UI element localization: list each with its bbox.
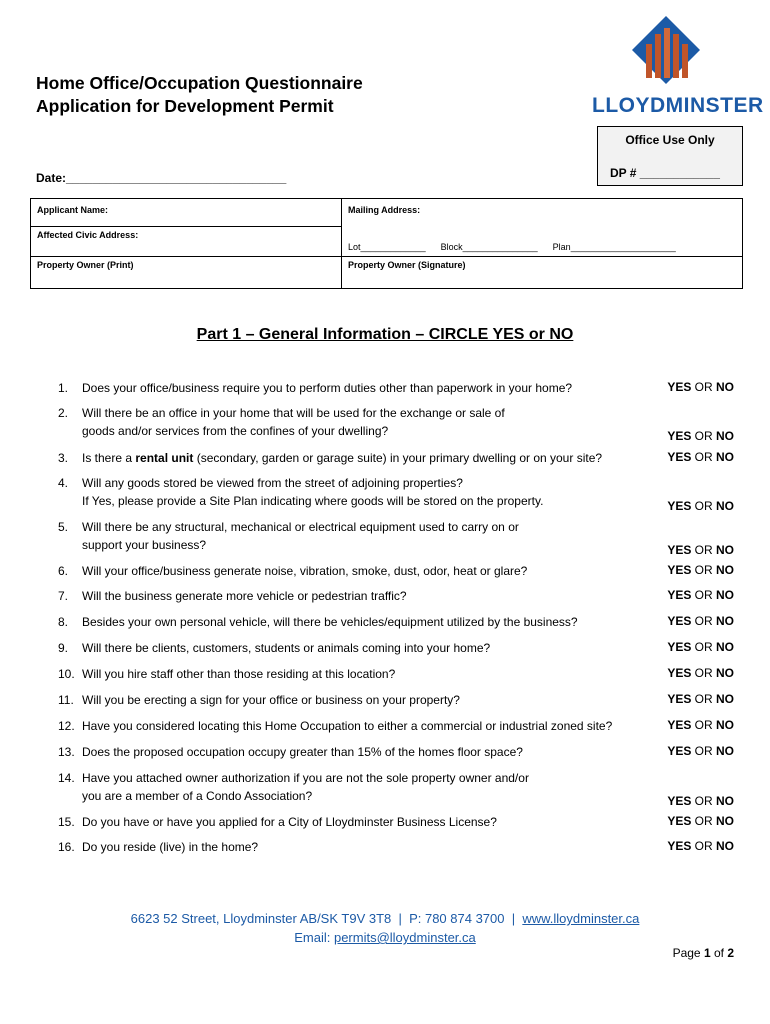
or-text: OR	[691, 718, 716, 732]
yes-option[interactable]: YES	[667, 380, 692, 394]
lloydminster-logo	[588, 14, 764, 124]
question-number: 6.	[58, 564, 69, 578]
yes-no-answer[interactable]	[667, 614, 734, 628]
or-text: OR	[691, 692, 716, 706]
no-option[interactable]: NO	[716, 692, 734, 706]
question-item	[58, 769, 658, 805]
no-option[interactable]: NO	[716, 588, 734, 602]
no-option[interactable]: NO	[716, 640, 734, 654]
or-text: OR	[691, 499, 716, 513]
question-number: 7.	[58, 589, 69, 603]
applicant-info-grid	[30, 198, 743, 289]
question-text: Will your office/business generate noise, vibration, smoke, dust, odor, heat or glare?	[82, 564, 528, 578]
no-option[interactable]: NO	[716, 718, 734, 732]
question-text: Will there be an office in your home that will be used for the exchange or sale of	[82, 406, 505, 420]
yes-option[interactable]: YES	[667, 563, 692, 577]
no-option[interactable]: NO	[716, 450, 734, 464]
question-number: 3.	[58, 451, 69, 465]
or-text: OR	[691, 380, 716, 394]
yes-no-answer[interactable]	[667, 666, 734, 680]
yes-option[interactable]: YES	[667, 588, 692, 602]
yes-option[interactable]: YES	[667, 429, 692, 443]
question-text: Will any goods stored be viewed from the street of adjoining properties?	[82, 476, 463, 490]
yes-no-answer[interactable]	[667, 814, 734, 828]
question-text: Will you be erecting a sign for your office or business on your property?	[82, 693, 460, 707]
question-text: support your business?	[82, 538, 207, 552]
question-item	[58, 404, 658, 440]
footer-address-line	[0, 911, 770, 926]
no-option[interactable]: NO	[716, 380, 734, 394]
yes-option[interactable]: YES	[667, 814, 692, 828]
civic-address-field[interactable]: Affected Civic Address:	[37, 230, 139, 240]
yes-no-answer[interactable]	[667, 839, 734, 853]
yes-option[interactable]: YES	[667, 614, 692, 628]
yes-no-answer[interactable]	[667, 499, 734, 513]
question-item	[58, 838, 658, 856]
mailing-address-field[interactable]: Mailing Address:	[348, 205, 421, 215]
question-item	[58, 813, 658, 831]
yes-option[interactable]: YES	[667, 450, 692, 464]
question-number: 5.	[58, 520, 69, 534]
question-number: 16.	[58, 840, 75, 854]
question-text: Does the proposed occupation occupy greater than 15% of the homes floor space?	[82, 745, 523, 759]
question-number: 13.	[58, 745, 75, 759]
page-number: Page 1 of 2	[672, 946, 734, 960]
yes-option[interactable]: YES	[667, 839, 692, 853]
title-line-1: Home Office/Occupation Questionnaire	[36, 73, 363, 93]
yes-no-answer[interactable]	[667, 380, 734, 394]
or-text: OR	[691, 839, 716, 853]
question-item	[58, 379, 658, 397]
yes-option[interactable]: YES	[667, 718, 692, 732]
or-text: OR	[691, 563, 716, 577]
yes-no-answer[interactable]	[667, 429, 734, 443]
question-text: goods and/or services from the confines of your dwelling?	[82, 424, 389, 438]
or-text: OR	[691, 640, 716, 654]
or-text: OR	[691, 814, 716, 828]
yes-no-answer[interactable]	[667, 588, 734, 602]
dp-number-field[interactable]: DP # ____________	[610, 166, 720, 180]
yes-no-answer[interactable]	[667, 794, 734, 808]
applicant-name-field[interactable]: Applicant Name:	[37, 205, 109, 215]
question-text: Do you reside (live) in the home?	[82, 840, 259, 854]
question-text: Will there be any structural, mechanical or electrical equipment used to carry on or	[82, 520, 519, 534]
yes-option[interactable]: YES	[667, 666, 692, 680]
no-option[interactable]: NO	[716, 543, 734, 557]
or-text: OR	[691, 450, 716, 464]
question-number: 4.	[58, 476, 69, 490]
question-item	[58, 717, 658, 735]
no-option[interactable]: NO	[716, 429, 734, 443]
question-item	[58, 587, 658, 605]
question-text: If Yes, please provide a Site Plan indicating where goods will be stored on the property.	[82, 494, 544, 508]
question-text: Have you considered locating this Home Occupation to either a commercial or industrial zoned site?	[82, 719, 613, 733]
or-text: OR	[691, 588, 716, 602]
question-item	[58, 562, 658, 580]
owner-print-field[interactable]: Property Owner (Print)	[37, 260, 134, 270]
or-text: OR	[691, 794, 716, 808]
question-number: 10.	[58, 667, 75, 681]
question-number: 15.	[58, 815, 75, 829]
yes-option[interactable]: YES	[667, 543, 692, 557]
or-text: OR	[691, 744, 716, 758]
no-option[interactable]: NO	[716, 814, 734, 828]
logo-wordmark: LLOYDMINSTER	[592, 94, 764, 117]
question-text: Is there a rental unit (secondary, garden or garage suite) in your primary dwelling or on your site?	[82, 451, 603, 465]
email-label: Email:	[294, 930, 334, 945]
question-number: 12.	[58, 719, 75, 733]
yes-option[interactable]: YES	[667, 499, 692, 513]
question-number: 11.	[58, 693, 74, 707]
lot-block-plan-field[interactable]: Lot_____________ Block_______________ Plan_____________________	[348, 242, 676, 252]
question-number: 2.	[58, 406, 69, 420]
question-number: 1.	[58, 381, 69, 395]
website-link[interactable]: www.lloydminster.ca	[522, 911, 640, 926]
yes-no-answer[interactable]	[667, 692, 734, 706]
section-title: Part 1 – General Information – CIRCLE YES or NO	[196, 326, 574, 343]
or-text: OR	[691, 614, 716, 628]
question-text: you are a member of a Condo Association?	[82, 789, 313, 803]
question-text: Do you have or have you applied for a City of Lloydminster Business License?	[82, 815, 497, 829]
question-item	[58, 691, 658, 709]
or-text: OR	[691, 666, 716, 680]
or-text: OR	[691, 543, 716, 557]
question-text: Does your office/business require you to perform duties other than paperwork in your home?	[82, 381, 573, 395]
email-link[interactable]: permits@lloydminster.ca	[333, 930, 476, 945]
question-number: 14.	[58, 771, 75, 785]
question-item	[58, 665, 658, 683]
yes-no-answer[interactable]	[667, 718, 734, 732]
date-field[interactable]: Date:_________________________________	[36, 171, 287, 185]
yes-option[interactable]: YES	[667, 794, 692, 808]
question-text: Have you attached owner authorization if you are not the sole property owner and/or	[82, 771, 529, 785]
office-use-box	[597, 126, 743, 186]
question-item	[58, 613, 658, 631]
question-text: Will there be clients, customers, students or animals coming into your home?	[82, 641, 491, 655]
yes-no-answer[interactable]	[667, 563, 734, 577]
document-title	[36, 72, 363, 118]
no-option[interactable]: NO	[716, 499, 734, 513]
question-text: Besides your own personal vehicle, will there be vehicles/equipment utilized by the business?	[82, 615, 578, 629]
office-use-title: Office Use Only	[625, 133, 715, 147]
no-option[interactable]: NO	[716, 744, 734, 758]
question-text: Will the business generate more vehicle or pedestrian traffic?	[82, 589, 407, 603]
yes-no-answer[interactable]	[667, 744, 734, 758]
logo-emblem-icon	[588, 14, 750, 94]
question-item	[58, 743, 658, 761]
yes-no-answer[interactable]	[667, 543, 734, 557]
yes-no-answer[interactable]	[667, 640, 734, 654]
no-option[interactable]: NO	[716, 563, 734, 577]
footer-email-line	[0, 930, 770, 945]
yes-option[interactable]: YES	[667, 692, 692, 706]
no-option[interactable]: NO	[716, 794, 734, 808]
question-text: Will you hire staff other than those residing at this location?	[82, 667, 396, 681]
question-item	[58, 639, 658, 657]
no-option[interactable]: NO	[716, 614, 734, 628]
question-item	[58, 449, 658, 467]
yes-option[interactable]: YES	[667, 744, 692, 758]
footer-address: 6623 52 Street, Lloydminster AB/SK T9V 3T8 | P: 780 874 3700 |	[130, 911, 523, 926]
owner-signature-field[interactable]: Property Owner (Signature)	[348, 260, 466, 270]
yes-no-answer[interactable]	[667, 450, 734, 464]
question-number: 8.	[58, 615, 69, 629]
yes-option[interactable]: YES	[667, 640, 692, 654]
no-option[interactable]: NO	[716, 666, 734, 680]
question-item	[58, 518, 658, 554]
or-text: OR	[691, 429, 716, 443]
question-number: 9.	[58, 641, 69, 655]
title-line-2: Application for Development Permit	[36, 96, 334, 116]
question-item	[58, 474, 658, 510]
no-option[interactable]: NO	[716, 839, 734, 853]
